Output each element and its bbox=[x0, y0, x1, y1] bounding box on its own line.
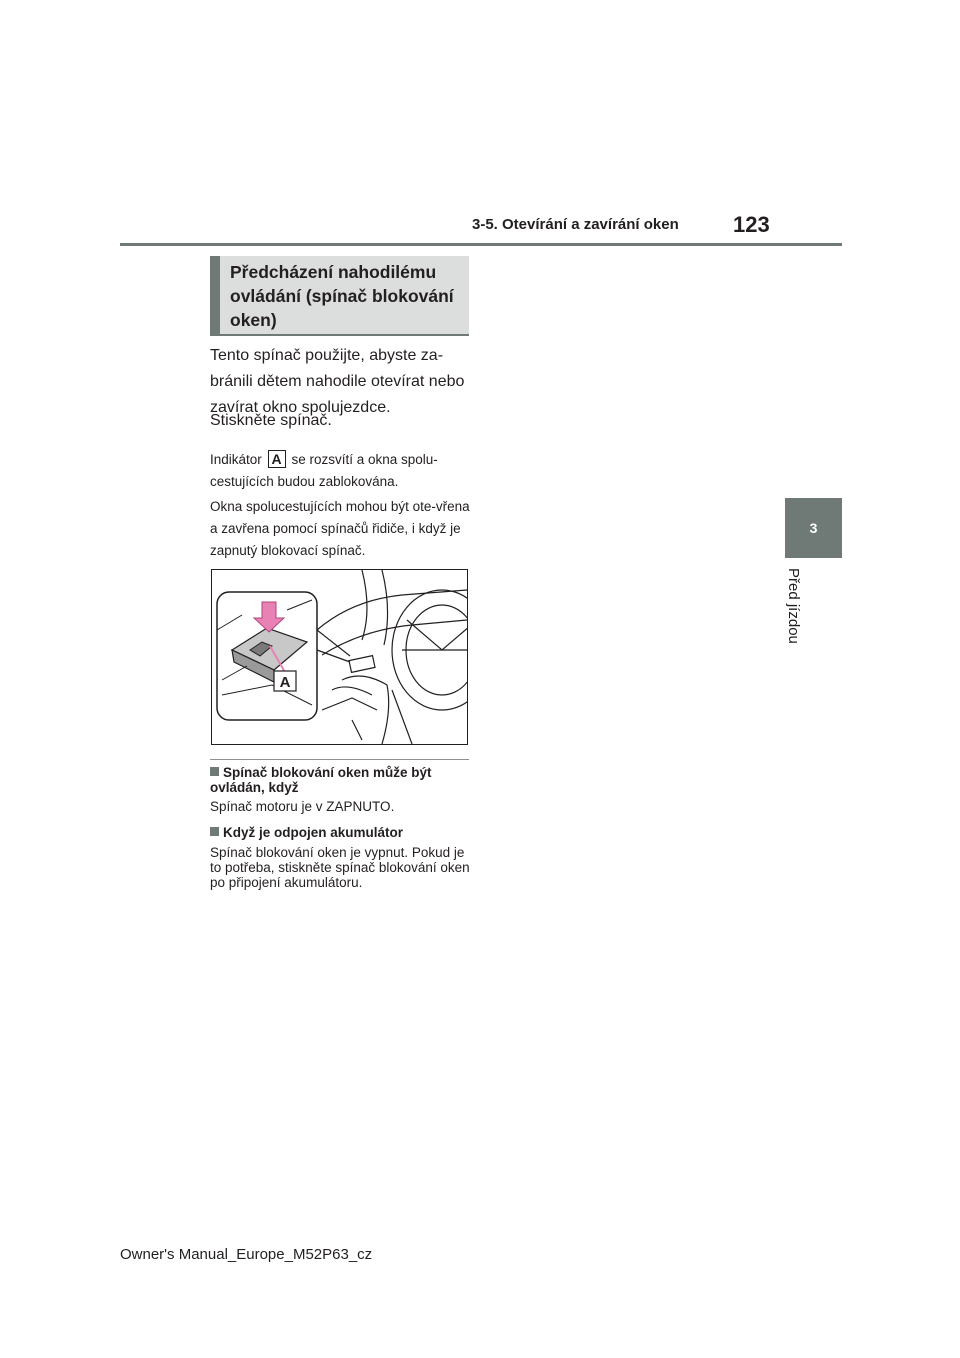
indicator-note-after: se rozsvítí a okna spolu-cestujících budou zablokována. bbox=[210, 452, 438, 489]
passenger-windows-note: Okna spolucestujících mohou být ote-vřena a zavřena pomocí spínačů řidiče, i když je zapnutý blokovací spínač. bbox=[210, 499, 470, 558]
topic-title-box bbox=[210, 256, 469, 336]
section-text-1: Spínač motoru je v ZAPNUTO. bbox=[210, 799, 395, 814]
section-heading-1-text: Spínač blokování oken může být ovládán, když bbox=[210, 765, 432, 795]
indicator-note bbox=[210, 449, 472, 493]
intro-paragraph: Tento spínač použijte, abyste za-bránili dětem nahodile otevírat nebo zavírat okno spolujezdce. bbox=[210, 347, 465, 416]
indicator-marker: A bbox=[268, 450, 286, 468]
square-bullet-icon bbox=[210, 827, 219, 836]
window-lock-illustration bbox=[212, 570, 467, 744]
switch-zoom-inset bbox=[217, 592, 350, 720]
square-bullet-icon bbox=[210, 767, 219, 776]
footer-manual-id: Owner's Manual_Europe_M52P63_cz bbox=[120, 1246, 373, 1263]
chapter-label bbox=[782, 568, 808, 658]
section-title: 3-5. Otevírání a zavírání oken bbox=[472, 216, 679, 233]
section-heading-1 bbox=[210, 765, 472, 795]
instruction: Stiskněte spínač. bbox=[210, 412, 332, 429]
section-separator bbox=[210, 759, 469, 760]
section-heading-2-text: Když je odpojen akumulátor bbox=[223, 825, 404, 840]
figure-callout-a: A bbox=[279, 674, 291, 691]
chapter-label-text: Před jízdou bbox=[785, 568, 802, 644]
illustration-frame bbox=[211, 569, 468, 745]
section-text-2: Spínač blokování oken je vypnut. Pokud je to potřeba, stiskněte spínač blokování oken po připojení akumulátoru. bbox=[210, 845, 470, 890]
chapter-tab: 3 bbox=[785, 498, 842, 558]
header-rule bbox=[120, 243, 842, 246]
page-number: 123 bbox=[733, 212, 770, 237]
indicator-note-before: Indikátor bbox=[210, 452, 262, 467]
topic-title: Předcházení nahodilému ovládání (spínač blokování oken) bbox=[230, 262, 454, 330]
section-heading-2 bbox=[210, 825, 472, 840]
